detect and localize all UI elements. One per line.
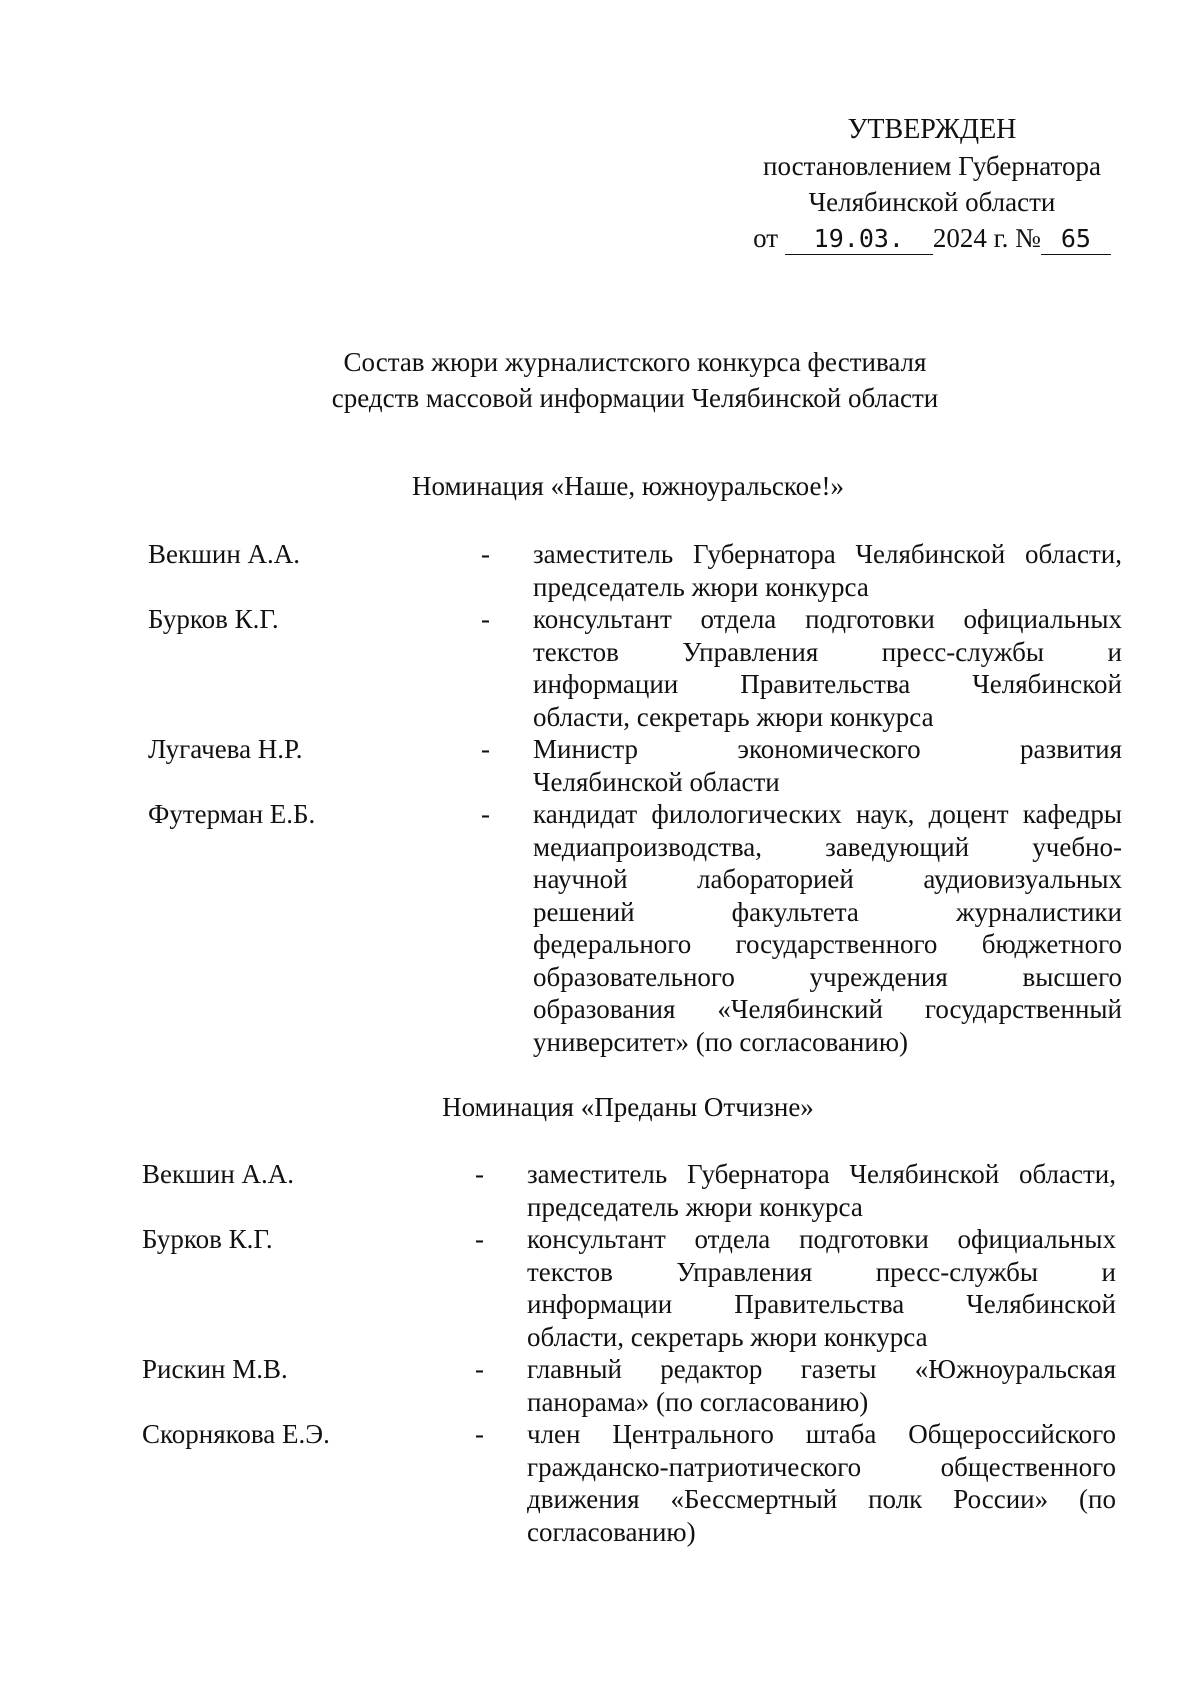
member-row [148, 538, 1128, 603]
member-role [527, 1353, 1116, 1418]
member-role [533, 538, 1122, 603]
member-role-line: области, секретарь жюри конкурса [533, 701, 934, 732]
member-role-line: кандидат филологических наук, доцент кафедры [533, 799, 1122, 829]
member-role-line: член Центрального штаба Общероссийского [527, 1419, 1116, 1449]
member-role [527, 1223, 1116, 1353]
member-role [527, 1158, 1116, 1223]
member-row [148, 733, 1128, 798]
member-role-line: текстов Управления пресс-службы и [533, 636, 1122, 667]
member-name: Футерман Е.Б. [148, 799, 316, 829]
document-title-line-2: средств массовой информации Челябинской области [331, 383, 939, 413]
approval-date: 19.03. [785, 224, 933, 255]
member-role [533, 798, 1122, 1058]
member-dash: - [475, 1159, 484, 1189]
member-role-line: заместитель Губернатора Челябинской области, [527, 1159, 1116, 1189]
member-role-line: области, секретарь жюри конкурса [527, 1321, 928, 1352]
approval-number: 65 [1041, 224, 1111, 255]
nomination-title: Номинация «Преданы Отчизне» [442, 1092, 814, 1122]
member-row [142, 1353, 1122, 1418]
member-role-line: главный редактор газеты «Южноуральская [527, 1354, 1116, 1384]
member-role-line: Челябинской области [533, 766, 780, 797]
member-dash: - [481, 604, 490, 634]
member-dash: - [481, 799, 490, 829]
member-role-line: панорама» (по согласованию) [527, 1386, 869, 1417]
member-role-line: образования «Челябинский государственный [533, 994, 1122, 1024]
nomination-title: Номинация «Наше, южноуральское!» [412, 471, 844, 501]
member-row [148, 798, 1128, 1058]
member-dash: - [475, 1354, 484, 1384]
member-role [527, 1418, 1116, 1548]
date-prefix: от [753, 223, 779, 253]
member-dash: - [481, 734, 490, 764]
member-role-line: гражданско-патриотического общественного [527, 1451, 1116, 1482]
member-row [142, 1158, 1122, 1223]
member-role-line: Министр экономического развития [533, 734, 1122, 764]
member-role-line: научной лабораторией аудиовизуальных [533, 864, 1122, 894]
member-name: Лугачева Н.Р. [148, 734, 303, 764]
member-name: Векшин А.А. [148, 539, 301, 569]
members-list [142, 1158, 1122, 1548]
member-role-line: информации Правительства Челябинской [533, 669, 1122, 699]
member-role-line: образовательного учреждения высшего [533, 961, 1122, 992]
member-row [142, 1223, 1122, 1353]
member-role-line: движения «Бессмертный полк России» (по [527, 1484, 1116, 1514]
member-role-line: согласованию) [527, 1516, 696, 1547]
member-role-line: информации Правительства Челябинской [527, 1289, 1116, 1319]
members-list [148, 538, 1128, 1058]
member-role-line: федерального государственного бюджетного [533, 929, 1122, 959]
member-role-line: заместитель Губернатора Челябинской области, [533, 539, 1122, 569]
approval-year: 2024 г. № [932, 223, 1041, 253]
member-row [142, 1418, 1122, 1548]
member-role-line: университет» (по согласованию) [533, 1026, 908, 1057]
approval-line-1: постановлением Губернатора [763, 151, 1101, 181]
member-role-line: решений факультета журналистики [533, 896, 1122, 927]
member-role [533, 603, 1122, 733]
approval-title: УТВЕРЖДЕН [847, 114, 1017, 145]
approval-date-row [742, 220, 1122, 256]
member-role-line: консультант отдела подготовки официальных [533, 604, 1122, 634]
member-role-line: председатель жюри конкурса [533, 571, 869, 602]
member-name: Бурков К.Г. [148, 604, 279, 634]
member-role [533, 733, 1122, 798]
member-name: Бурков К.Г. [142, 1224, 273, 1254]
member-row [148, 603, 1128, 733]
member-name: Рискин М.В. [142, 1354, 288, 1384]
member-role-line: консультант отдела подготовки официальных [527, 1224, 1116, 1254]
member-role-line: текстов Управления пресс-службы и [527, 1256, 1116, 1287]
document-title [180, 344, 1090, 416]
member-dash: - [475, 1419, 484, 1449]
approval-block [742, 112, 1122, 256]
member-name: Векшин А.А. [142, 1159, 295, 1189]
document-title-line-1: Состав жюри журналистского конкурса фестиваля [343, 347, 927, 377]
member-dash: - [475, 1224, 484, 1254]
member-role-line: медиапроизводства, заведующий учебно- [533, 831, 1122, 862]
approval-line-2: Челябинской области [808, 187, 1056, 217]
member-role-line: председатель жюри конкурса [527, 1191, 863, 1222]
member-dash: - [481, 539, 490, 569]
member-name: Скорнякова Е.Э. [142, 1419, 330, 1449]
